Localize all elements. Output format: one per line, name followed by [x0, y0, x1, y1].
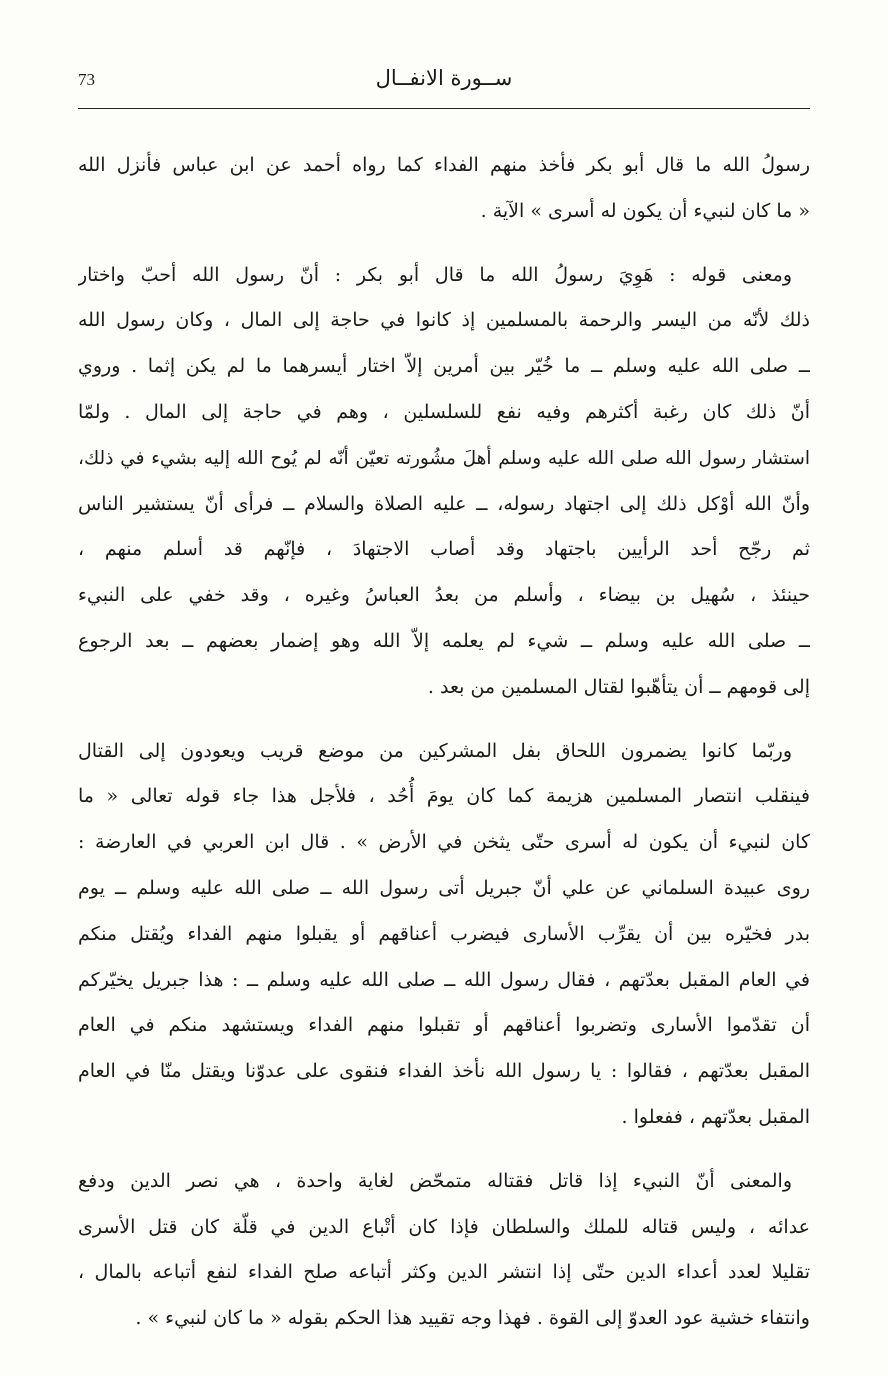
paragraph [78, 143, 810, 235]
text-line: وربّما كانوا يضمرون اللحاق بفل المشركين من موضع قريب ويعودون إلى القتال [78, 739, 792, 762]
text-line: أنّ ذلك كان رغبة أكثرهم وفيه نفع للسلسلين ، وهم في حاجة إلى المال . ولمّا [78, 400, 810, 423]
text-line: والمعنى أنّ النبيء إذا قاتل فقتاله متمحّض لغاية واحدة ، هي نصر الدين ودفع [78, 1169, 792, 1192]
page-body [78, 143, 810, 1360]
text-line: فينقلب انتصار المسلمين هزيمة كما كان يومَ أُحُد ، فلأجل هذا جاء قوله تعالى « ما [78, 785, 810, 808]
text-line: ــ صلى الله عليه وسلم ــ شيء لم يعلمه إلاّ الله وهو إضمار بعضهم ــ بعد الرجوع [78, 629, 810, 652]
text-line: المقبل بعدّتهم ، فقالوا : يا رسول الله نأخذ الفداء فنقوى على عدوّنا ويقتل منّا في العام [78, 1060, 810, 1083]
text-line: حينئذ ، سُهيل بن بيضاء ، وأسلم من بعدُ العباسُ وغيره ، وقد خفي على النبيء [78, 584, 810, 607]
text-line: بدر فخيّره بين أن يقرِّب الأسارى فيضرب أعناقهم أو يقبلوا منهم الفداء ويُقتل منكم [78, 922, 810, 945]
text-line: ثم رجّح أحد الرأيين باجتهاد وقد أصاب الاجتهادَ ، فإنّهم قد أسلم منهم ، [78, 538, 810, 561]
text-line: ومعنى قوله : هَوِيَ رسولُ الله ما قال أبو بكر : أنّ رسول الله أحبّ واختار [78, 263, 792, 286]
text-line: استشار رسول الله صلى الله عليه وسلم أهلَ مشُورته تعيّن أنّه لم يُوح الله إليه بشيء في ذلك، [78, 447, 810, 469]
header-rule [78, 108, 810, 109]
text-line: أن تقدّموا الأسارى وتضربوا أعناقهم أو تقبلوا منهم الفداء ويستشهد منكم في العام [78, 1014, 810, 1037]
text-line: وأنّ الله أوْكل ذلك إلى اجتهاد رسوله، ــ عليه الصلاة والسلام ــ فرأى أنّ يستشير الناس [78, 492, 810, 515]
text-line: تقليلا لعدد أعداء الدين حتّى إذا انتشر الدين وكثر أتباعه صلح الفداء لنفع أتباعه بالمال ، [78, 1261, 810, 1284]
text-line: عدائه ، وليس قتاله للملك والسلطان فإذا كان أتْباع الدين في قلّة كان قتل الأسرى [78, 1215, 810, 1238]
text-line: وانتفاء خشية عود العدوّ إلى القوة . فهذا وجه تقييد هذا الحكم بقوله « ما كان لنبيء » . [135, 1307, 810, 1330]
text-line: « ما كان لنبيء أن يكون له أسرى » الآية . [480, 199, 810, 222]
page-number: 73 [78, 70, 95, 89]
paragraph [78, 1159, 810, 1342]
text-line: ــ صلى الله عليه وسلم ــ ما خُيّر بين أمرين إلاّ اختار أيسرهما ما لم يكن إثما . وروي [78, 355, 810, 378]
text-line: كان لنبيء أن يكون له أسرى حتّى يثخن في الأرض » . قال ابن العربي في العارضة : [78, 831, 810, 854]
page-header [78, 66, 810, 102]
text-line: إلى قومهم ــ أن يتأهّبوا لقتال المسلمين من بعد . [427, 675, 810, 698]
paragraph [78, 253, 810, 711]
paragraph [78, 729, 810, 1141]
text-line: ذلك لأنّه من اليسر والرحمة بالمسلمين إذ كانوا في حاجة إلى المال ، وكان رسول الله [78, 309, 810, 332]
running-title: ســورة الانفــال [375, 66, 513, 90]
text-line: في العام المقبل بعدّتهم ، فقال رسول الله ــ صلى الله عليه وسلم ــ : هذا جبريل يخيّركم [78, 968, 810, 991]
text-line: المقبل بعدّتهم ، ففعلوا . [621, 1105, 810, 1128]
text-line: روى عبيدة السلماني عن علي أنّ جبريل أتى رسول الله ــ صلى الله عليه وسلم ــ يوم [78, 876, 810, 899]
text-line: رسولُ الله ما قال أبو بكر فأخذ منهم الفداء كما رواه أحمد عن ابن عباس فأنزل الله [78, 154, 810, 176]
